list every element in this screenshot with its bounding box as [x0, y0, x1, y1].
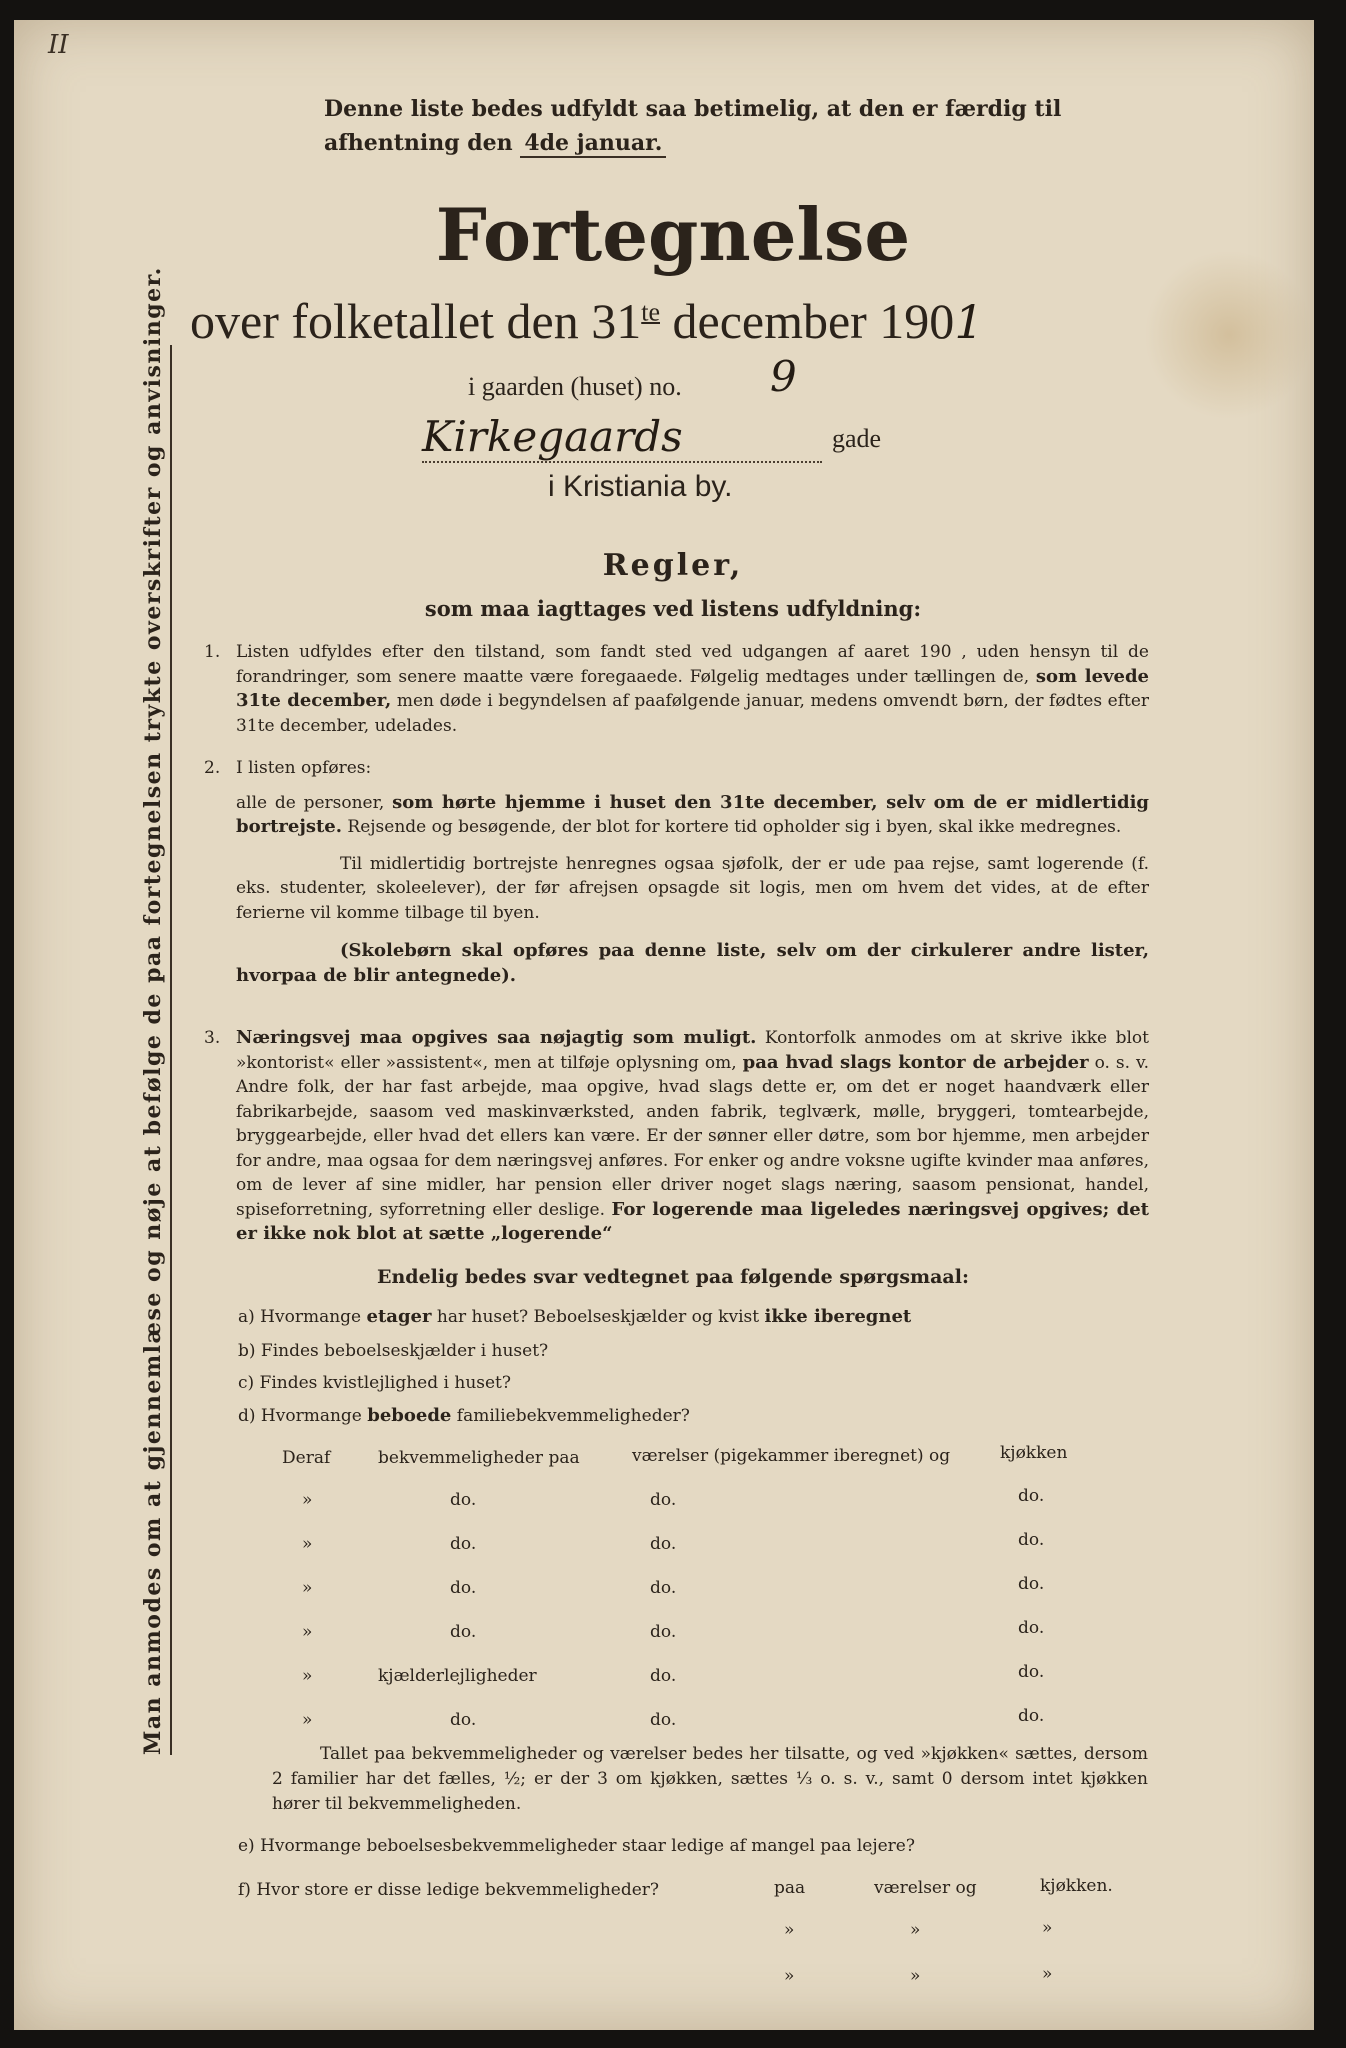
- question-c: c) Findes kvistlejlighed i huset?: [238, 1373, 511, 1393]
- rule-2-intro: I listen opføres:: [236, 758, 372, 778]
- notice-line2-prefix: afhentning den: [324, 130, 513, 156]
- table-header-kjok: kjøkken: [1000, 1443, 1068, 1463]
- city-label: i Kristiania by.: [548, 470, 733, 503]
- notice-date: 4de januar.: [520, 130, 666, 158]
- table-row-6-quote: »: [302, 1710, 313, 1730]
- rule-1-number: 1.: [204, 642, 221, 662]
- gade-label: gade: [832, 424, 882, 453]
- f-mark-6: »: [1042, 1964, 1053, 1984]
- question-f-paa: paa: [774, 1878, 806, 1898]
- f-mark-1: »: [784, 1920, 795, 1940]
- gaarden-label: i gaarden (huset) no.: [468, 372, 682, 401]
- rule-2-para-2: Til midlertidig bortrejste henregnes ogsaa sjøfolk, der er ude paa rejse, samt logerende (f. eks. studenter, skoleelever), der før afrejsen opsagde sit logis, men om hvem det vides, at de efter ferierne vil komme tilbage til byen.: [236, 853, 1149, 923]
- tally-note: [272, 1742, 1148, 1817]
- subtitle: [190, 292, 1150, 350]
- table-row-2-quote: »: [302, 1534, 313, 1554]
- table-row-4-vaer: do.: [650, 1622, 677, 1642]
- f-mark-3: »: [1042, 1918, 1053, 1938]
- table-row-5-kjok: do.: [1018, 1662, 1045, 1682]
- question-a-pre: a) Hvormange: [238, 1307, 362, 1327]
- rule-1: [204, 640, 1149, 738]
- table-row-5-bekv: kjælderlejligheder: [378, 1666, 537, 1686]
- rule-3-bold-e: For logerende maa ligeledes næringsvej opgives; det er ikke nok blot at sætte „logerende“: [236, 1198, 1149, 1244]
- table-row-3-bekv: do.: [450, 1578, 477, 1598]
- rule-2: [204, 756, 1149, 988]
- handwritten-year: 1: [954, 295, 984, 349]
- question-e: e) Hvormange beboelsesbekvemmeligheder staar ledige af mangel paa lejere?: [238, 1836, 915, 1856]
- question-a: [238, 1306, 911, 1327]
- table-row-5-quote: »: [302, 1666, 313, 1686]
- table-row-3-kjok: do.: [1018, 1574, 1045, 1594]
- subtitle-prefix: over folketallet den 31: [190, 293, 642, 349]
- rules-heading: Regler,: [602, 548, 744, 583]
- table-header-bekv: bekvemmeligheder paa: [378, 1448, 580, 1468]
- rule-1-text-bold: som levede 31te december,: [236, 665, 1149, 711]
- rule-3-number: 3.: [204, 1028, 221, 1048]
- table-row-2-bekv: do.: [450, 1534, 477, 1554]
- question-a-bold2: ikke iberegnet: [764, 1306, 912, 1327]
- question-f: f) Hvor store er disse ledige bekvemmeligheder?: [238, 1880, 660, 1900]
- table-row-3-quote: »: [302, 1578, 313, 1598]
- table-row-4-kjok: do.: [1018, 1618, 1045, 1638]
- table-header-vaer: værelser (pigekammer iberegnet) og: [632, 1446, 951, 1466]
- question-b: b) Findes beboelseskjælder i huset?: [238, 1341, 549, 1361]
- corner-mark: II: [48, 30, 69, 60]
- question-f-vaer: værelser og: [874, 1878, 977, 1898]
- table-row-6-bekv: do.: [450, 1710, 477, 1730]
- question-d-bold: beboede: [367, 1405, 452, 1426]
- table-header-deraf: Deraf: [282, 1448, 331, 1468]
- f-mark-4: »: [784, 1966, 795, 1986]
- page-title: Fortegnelse: [435, 192, 911, 277]
- rule-1-text-c: men døde i begyndelsen af paafølgende januar, medens omvendt børn, der fødtes efter 31te december, udelades.: [236, 691, 1150, 736]
- street-name: Kirkegaards: [422, 412, 822, 463]
- table-row-1-vaer: do.: [650, 1490, 677, 1510]
- table-row-1-bekv: do.: [450, 1490, 477, 1510]
- rule-1-text-a: Listen udfyldes efter den tilstand, som fandt sted ved udgangen af aaret 190 , uden hensyn til de forandringer, som senere maatte være foregaaede. Følgelig medtages under tællingen de,: [236, 642, 1149, 687]
- table-row-6-vaer: do.: [650, 1710, 677, 1730]
- rule-3-bold-a: Næringsvej maa opgives saa nøjagtig som muligt.: [236, 1027, 757, 1048]
- table-row-6-kjok: do.: [1018, 1706, 1045, 1726]
- question-d-post: familiebekvemmeligheder?: [456, 1406, 690, 1426]
- side-note: Man anmodes om at gjennemlæse og nøje at befølge de paa fortegnelsen trykte overskrifter og anvisninger.: [140, 345, 172, 1755]
- subtitle-sup: te: [641, 297, 660, 327]
- f-mark-5: »: [910, 1966, 921, 1986]
- table-row-4-bekv: do.: [450, 1622, 477, 1642]
- rule-2-number: 2.: [204, 758, 221, 778]
- question-a-bold: etager: [366, 1306, 432, 1327]
- questions-heading: Endelig bedes svar vedtegnet paa følgende spørgsmaal:: [377, 1266, 969, 1288]
- rule-3-text-d: o. s. v. Andre folk, der har fast arbejde, maa opgive, hvad slags dette er, om det er noget haandværk eller fabrikarbejde, saasom ved maskinværksted, anden fabrik, teglværk, mølle, bryggeri, tomtearbejde, bryggearbejde, eller hvad det ellers kan være. Er der sønner eller døtre, som bor hjemme, men arbejder for andre, maa ogsaa for dem næringsvej anføres. For enker og andre voksne ugifte kvinder maa anføres, om de lever af sine midler, har pension eller driver noget slags næring, saasom pensionat, handel, spiseforretning, syforretning eller deslige.: [236, 1052, 1150, 1220]
- rule-2-p1-c: Rejsende og besøgende, der blot for kortere tid opholder sig i byen, skal ikke medregnes.: [347, 817, 1122, 837]
- rule-2-p3-bold: (Skolebørn skal opføres paa denne liste, selv om der cirkulerer andre lister, hvorpaa de blir antegnede).: [236, 940, 1149, 986]
- table-row-3-vaer: do.: [650, 1578, 677, 1598]
- rule-3-bold-c: paa hvad slags kontor de arbejder: [742, 1051, 1089, 1073]
- rule-2-p1-bold: som hørte hjemme i huset den 31te december, selv om de er midlertidig bortrejste.: [236, 791, 1150, 837]
- rule-3: [204, 1026, 1149, 1247]
- subtitle-suffix: december 190: [672, 293, 955, 349]
- house-number: 9: [770, 352, 797, 401]
- rule-2-p1-a: alle de personer,: [236, 792, 385, 813]
- rules-subheading: som maa iagttages ved listens udfyldning:: [424, 596, 922, 621]
- table-row-1-kjok: do.: [1018, 1486, 1045, 1506]
- notice-line2: [324, 126, 1144, 160]
- table-row-1-quote: »: [302, 1490, 313, 1510]
- question-f-kjok: kjøkken.: [1040, 1876, 1113, 1896]
- rule-2-para-1: [236, 791, 1149, 840]
- question-d-pre: d) Hvormange: [238, 1406, 362, 1426]
- question-d: [238, 1405, 690, 1426]
- rule-2-para-3: [236, 939, 1149, 988]
- f-mark-2: »: [910, 1920, 921, 1940]
- table-row-2-kjok: do.: [1018, 1530, 1045, 1550]
- table-row-2-vaer: do.: [650, 1534, 677, 1554]
- notice: [324, 92, 1144, 160]
- notice-line1: Denne liste bedes udfyldt saa betimelig, at den er færdig til: [324, 96, 1062, 122]
- table-row-5-vaer: do.: [650, 1666, 677, 1686]
- question-a-mid: har huset? Beboelseskjælder og kvist: [436, 1307, 760, 1327]
- table-row-4-quote: »: [302, 1622, 313, 1642]
- rule-3-text-b: Kontorfolk anmodes om at skrive ikke blot »kontorist« eller »assistent«, men at tilføje oplysning om,: [236, 1028, 1149, 1073]
- tally-note-text: Tallet paa bekvemmeligheder og værelser bedes her tilsatte, og ved »kjøkken« sættes, dersom 2 familier har det fælles, ½; er der 3 om kjøkken, sættes ⅓ o. s. v., samt 0 dersom intet kjøkken hører til bekvemmeligheden.: [272, 1744, 1148, 1814]
